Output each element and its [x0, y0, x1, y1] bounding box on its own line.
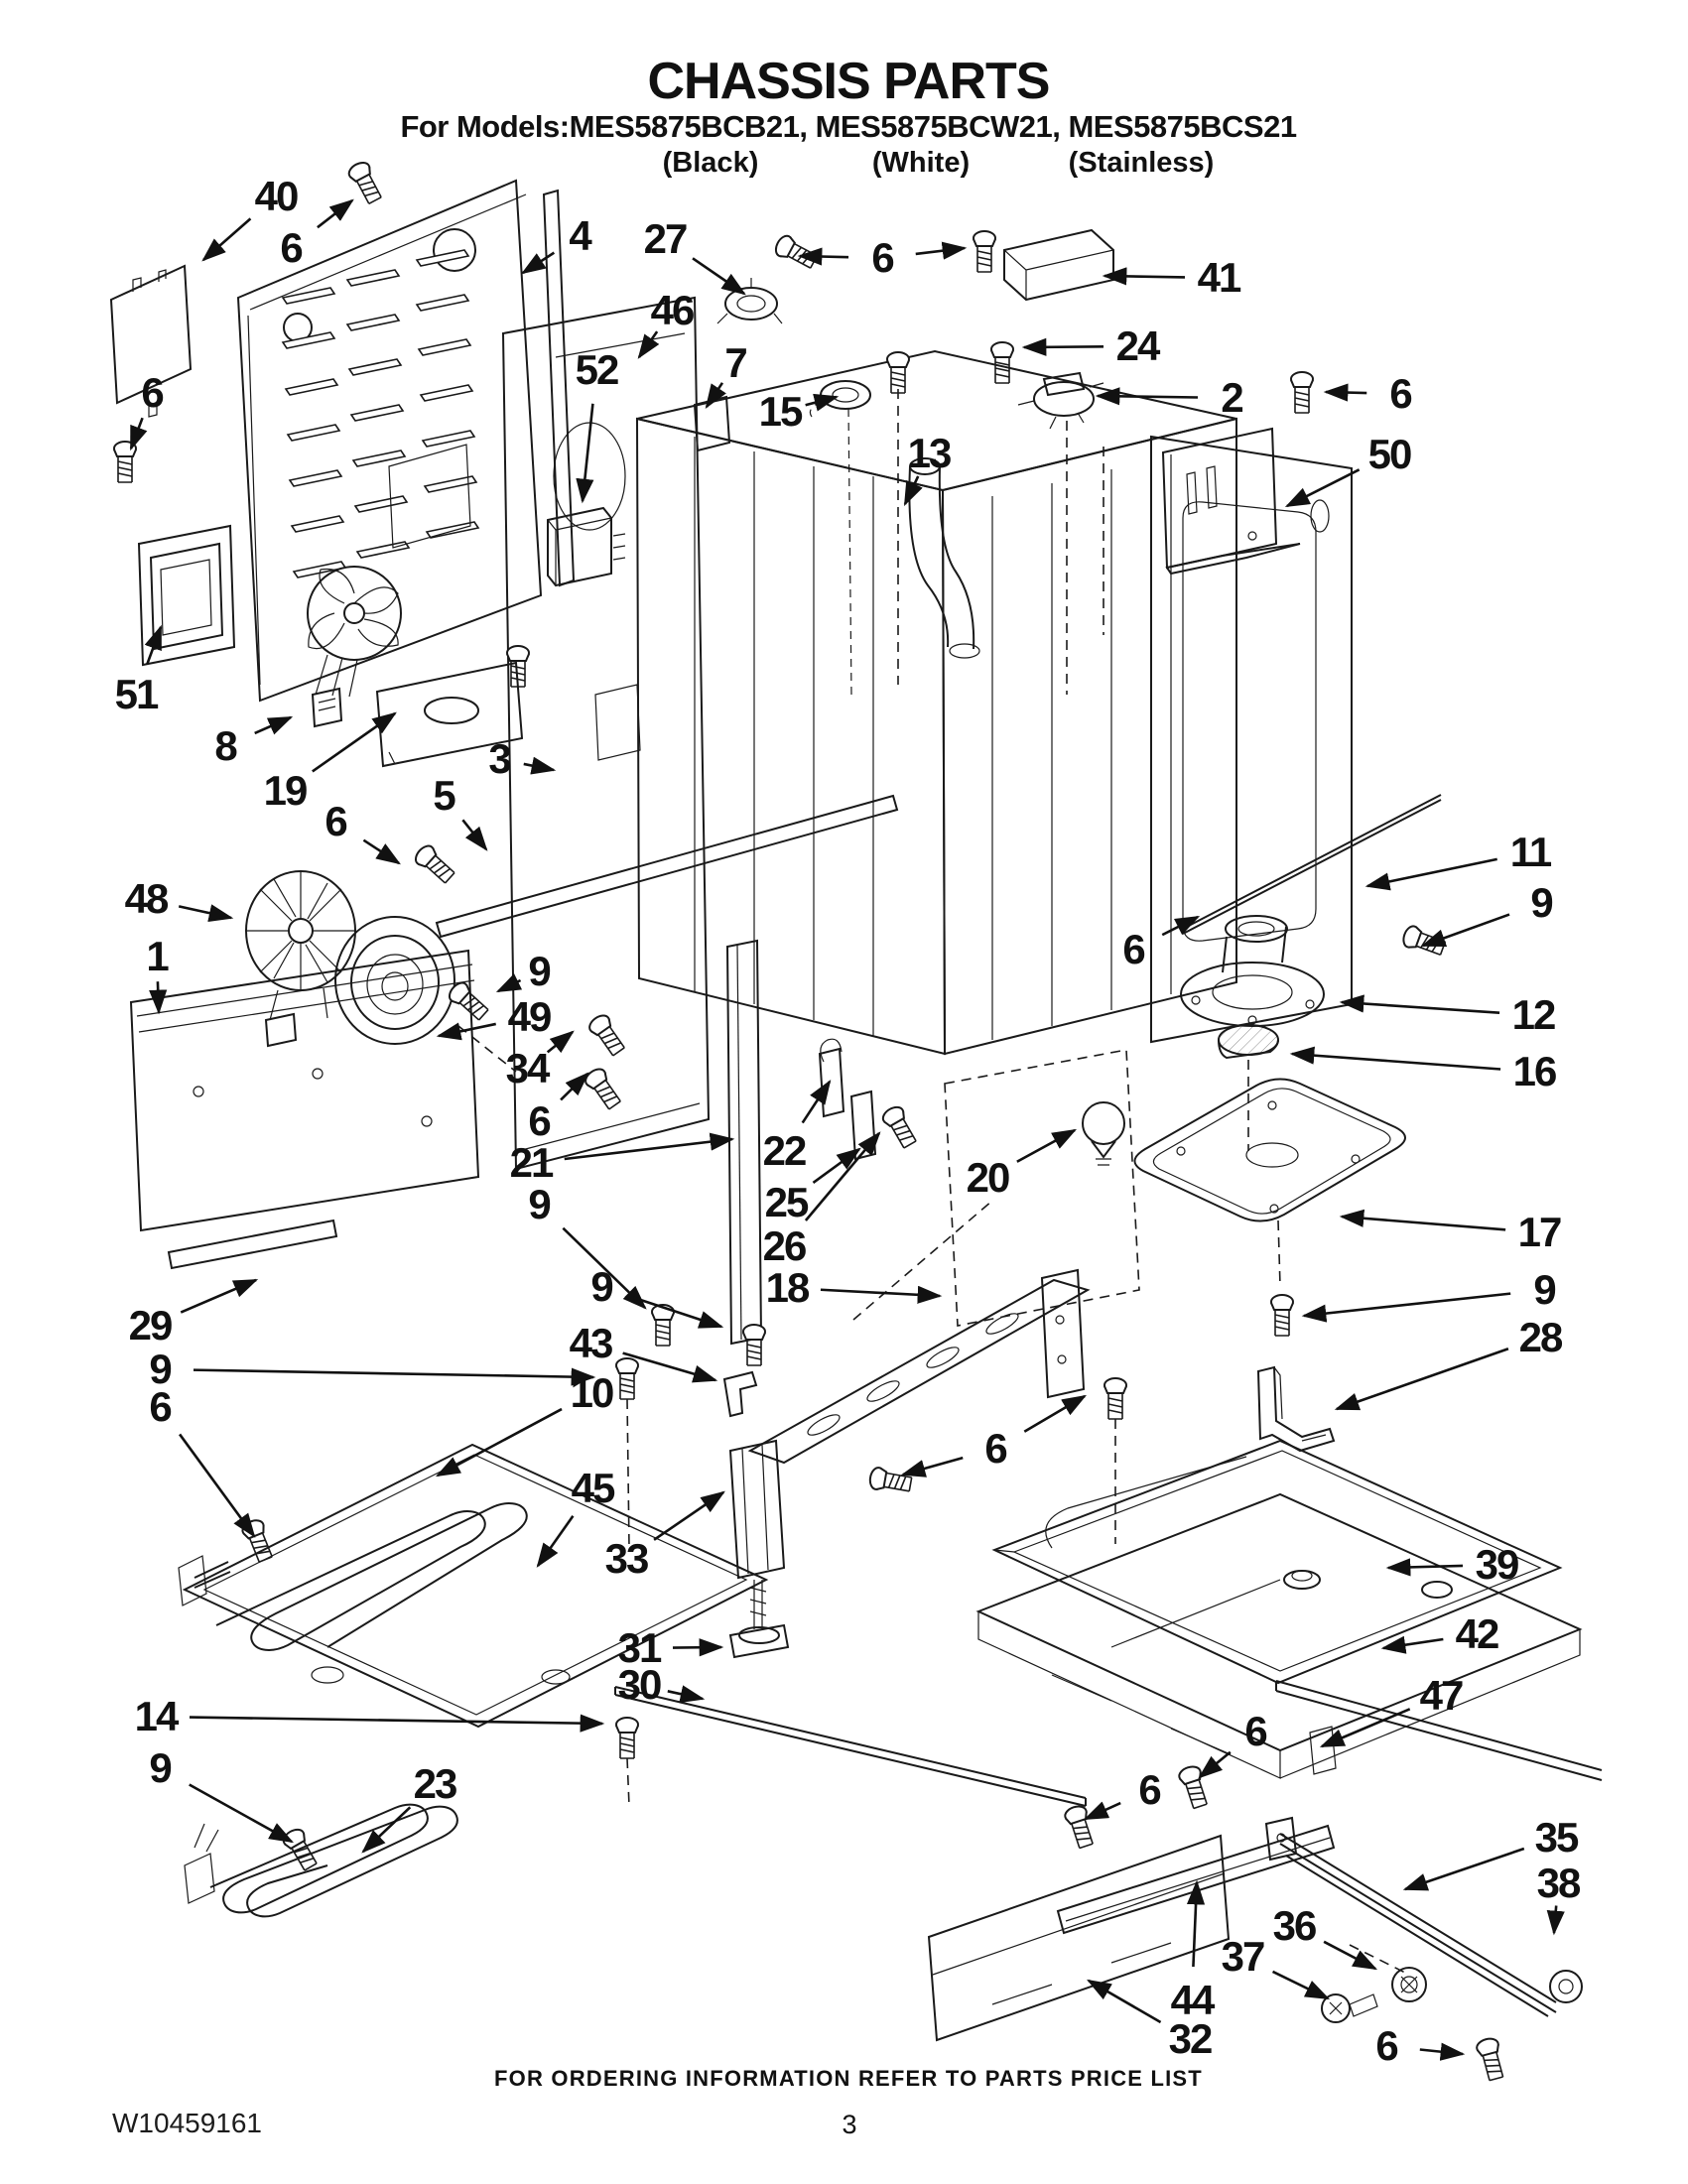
leader-arrow-10-48	[438, 1409, 562, 1476]
leader-arrow-29-43	[181, 1280, 256, 1313]
leader-arrow-39-57	[1388, 1566, 1463, 1568]
callout-20-34: 20	[966, 1154, 1009, 1201]
leader-arrow-35-62	[1405, 1849, 1524, 1889]
leader-arrow-33-50	[654, 1492, 723, 1540]
callout-6-60: 6	[1244, 1708, 1266, 1754]
callout-38-63: 38	[1536, 1860, 1580, 1906]
leader-arrow-24-10	[1024, 346, 1104, 347]
callout-23-55: 23	[413, 1760, 456, 1807]
callout-28-42: 28	[1518, 1314, 1562, 1360]
leader-arrow-23-55	[363, 1807, 410, 1852]
leader-arrow-38-63	[1554, 1906, 1556, 1934]
leader-arrow-32-67	[1089, 1981, 1161, 2022]
finish-stainless: (Stainless)	[1068, 147, 1215, 179]
callout-6-45: 6	[149, 1383, 171, 1430]
leader-arrow-28-42	[1337, 1349, 1508, 1409]
leader-arrow-6-15	[131, 418, 143, 449]
leader-arrow-4-2	[523, 253, 554, 273]
callout-44-66: 44	[1170, 1977, 1214, 2023]
finish-white: (White)	[871, 147, 971, 179]
leader-arrow-47-59	[1322, 1709, 1410, 1746]
callout-21-28: 21	[509, 1139, 553, 1186]
leader-arrow-43-47	[623, 1353, 715, 1380]
callout-9-36: 9	[1530, 879, 1552, 926]
leader-arrow-9-44	[194, 1370, 593, 1377]
callout-37-65: 37	[1221, 1933, 1264, 1980]
leader-arrow-51-16	[147, 627, 161, 664]
callout-26-32: 26	[762, 1222, 806, 1269]
callout-42-58: 42	[1455, 1610, 1498, 1657]
leader-arrow-34-26	[548, 1032, 573, 1052]
leader-arrow-20-34	[1017, 1130, 1075, 1162]
leader-arrow-50-13	[1287, 469, 1360, 506]
callout-16-39: 16	[1512, 1048, 1556, 1094]
page-number: 3	[842, 2110, 857, 2139]
callout-40-0: 40	[254, 173, 298, 219]
leader-arrow-9-36	[1423, 915, 1509, 946]
callout-9-54: 9	[149, 1744, 171, 1791]
callout-9-44: 9	[149, 1346, 171, 1392]
callout-41-9: 41	[1197, 254, 1240, 301]
leader-arrow-16-39	[1292, 1054, 1500, 1069]
leader-arrow-9-46	[633, 1298, 721, 1327]
callout-18-33: 18	[765, 1264, 809, 1311]
callout-6-12: 6	[1389, 370, 1411, 417]
leader-arrow-6-21	[363, 840, 399, 863]
leader-arrow-6-61	[1086, 1803, 1120, 1819]
callout-6-27: 6	[528, 1097, 550, 1144]
callout-6-56: 6	[984, 1425, 1006, 1472]
leader-arrow-6-45	[180, 1434, 254, 1536]
callout-2-11: 2	[1221, 374, 1242, 421]
leader-arrow-14-53	[190, 1718, 602, 1724]
callout-22-30: 22	[762, 1127, 806, 1174]
leader-arrow-40-0	[203, 218, 250, 260]
callout-6-61: 6	[1138, 1766, 1160, 1813]
callout-12-38: 12	[1511, 991, 1555, 1038]
callout-34-26: 34	[505, 1045, 549, 1092]
leader-arrow-11-35	[1367, 859, 1497, 886]
callout-3-19: 3	[488, 735, 510, 782]
leader-arrow-6-37	[1162, 917, 1198, 935]
callout-6-68: 6	[1375, 2022, 1397, 2069]
leader-arrow-52-14	[583, 404, 592, 501]
callout-30-52: 30	[617, 1661, 661, 1708]
leader-arrow-30-52	[668, 1691, 703, 1699]
callout-50-13: 50	[1367, 431, 1411, 477]
callout-19-18: 19	[263, 767, 307, 814]
leader-arrow-15-6	[806, 397, 837, 405]
leader-arrow-7-5	[707, 383, 722, 407]
callout-31-51: 31	[617, 1624, 661, 1671]
callout-39-57: 39	[1475, 1541, 1518, 1588]
leader-arrow-9-54	[190, 1785, 292, 1842]
callout-11-35: 11	[1509, 829, 1551, 875]
callout-36-64: 36	[1272, 1902, 1316, 1949]
callout-25-31: 25	[764, 1179, 808, 1225]
callout-6-37: 6	[1122, 926, 1144, 972]
leader-arrow-12-38	[1342, 1002, 1499, 1013]
callout-10-48: 10	[570, 1369, 613, 1416]
callout-17-40: 17	[1517, 1209, 1561, 1255]
models-line: For Models:MES5875BCB21, MES5875BCW21, MES5875BCS21	[400, 109, 1297, 144]
callout-27-3: 27	[643, 215, 687, 262]
leader-arrow-27-3	[693, 258, 744, 294]
leader-arrow-1-23	[158, 981, 159, 1012]
leader-arrow-49-25	[439, 1024, 496, 1036]
callout-29-43: 29	[128, 1302, 172, 1349]
finish-black: (Black)	[662, 147, 759, 179]
leader-arrow-9-41	[1304, 1294, 1510, 1316]
callout-4-2: 4	[569, 212, 590, 259]
leader-arrow-36-64	[1324, 1942, 1375, 1969]
leader-arrow-19-18	[313, 713, 395, 771]
leader-arrow-18-33	[821, 1290, 940, 1296]
callout-15-6: 15	[758, 388, 802, 435]
callout-1-23: 1	[146, 933, 168, 979]
leader-arrow-42-58	[1383, 1639, 1443, 1648]
leader-arrow-21-28	[565, 1139, 732, 1159]
callout-9-46: 9	[590, 1263, 612, 1310]
leader-arrow-9-24	[498, 980, 521, 991]
callout-51-16: 51	[114, 671, 158, 717]
leader-arrow-6-12	[1326, 392, 1366, 393]
callout-47-59: 47	[1419, 1672, 1463, 1719]
leader-arrow-46-4	[639, 331, 657, 357]
callout-9-24: 9	[528, 948, 550, 994]
callout-8-17: 8	[214, 722, 236, 769]
document-number: W10459161	[112, 2108, 263, 2138]
leader-arrow-45-49	[538, 1516, 573, 1566]
leader-arrow-6-7	[916, 248, 965, 254]
leader-arrow-17-40	[1342, 1217, 1505, 1229]
callout-46-4: 46	[650, 287, 694, 333]
leader-arrow-5-20	[462, 820, 486, 849]
ordering-note: FOR ORDERING INFORMATION REFER TO PARTS PRICE LIST	[494, 2066, 1203, 2091]
callout-7-5: 7	[724, 339, 746, 386]
callout-14-53: 14	[134, 1693, 178, 1739]
callout-33-50: 33	[604, 1535, 648, 1582]
callout-6-7: 6	[871, 234, 893, 281]
leader-arrow-26-32	[806, 1133, 879, 1220]
leader-arrow-13-8	[905, 476, 918, 504]
callout-9-41: 9	[1533, 1266, 1555, 1313]
leader-arrow-6-60	[1200, 1752, 1231, 1777]
callout-6-15: 6	[141, 369, 163, 416]
leader-arrow-31-51	[673, 1647, 721, 1648]
callout-48-22: 48	[124, 875, 168, 922]
page-title: CHASSIS PARTS	[647, 53, 1050, 110]
callout-6-1: 6	[280, 224, 302, 271]
leader-arrow-48-22	[179, 906, 231, 918]
leader-arrow-22-30	[803, 1082, 830, 1123]
callout-35-62: 35	[1534, 1814, 1578, 1861]
leader-arrow-6-27	[561, 1074, 587, 1099]
leader-arrow-6-7	[800, 256, 848, 257]
callout-43-47: 43	[569, 1320, 612, 1366]
leader-arrow-44-66	[1193, 1882, 1197, 1967]
leader-arrow-2-11	[1098, 396, 1198, 397]
leader-arrow-6-56	[903, 1458, 963, 1475]
callout-5-20: 5	[433, 772, 454, 819]
callout-49-25: 49	[507, 993, 551, 1040]
leader-arrow-6-68	[1420, 2050, 1463, 2054]
callout-32-67: 32	[1168, 2015, 1212, 2062]
leader-arrow-3-19	[524, 764, 554, 770]
callout-24-10: 24	[1115, 322, 1159, 369]
callout-13-8: 13	[907, 430, 951, 476]
leader-arrow-6-56	[1024, 1396, 1085, 1432]
leader-arrow-37-65	[1273, 1972, 1328, 1998]
callout-45-49: 45	[571, 1465, 614, 1511]
callout-6-21: 6	[325, 798, 346, 844]
leader-arrow-8-17	[255, 717, 291, 733]
callout-52-14: 52	[575, 346, 618, 393]
leader-arrow-6-1	[318, 200, 352, 227]
leader-arrow-41-9	[1104, 276, 1185, 277]
callout-9-29: 9	[528, 1181, 550, 1227]
